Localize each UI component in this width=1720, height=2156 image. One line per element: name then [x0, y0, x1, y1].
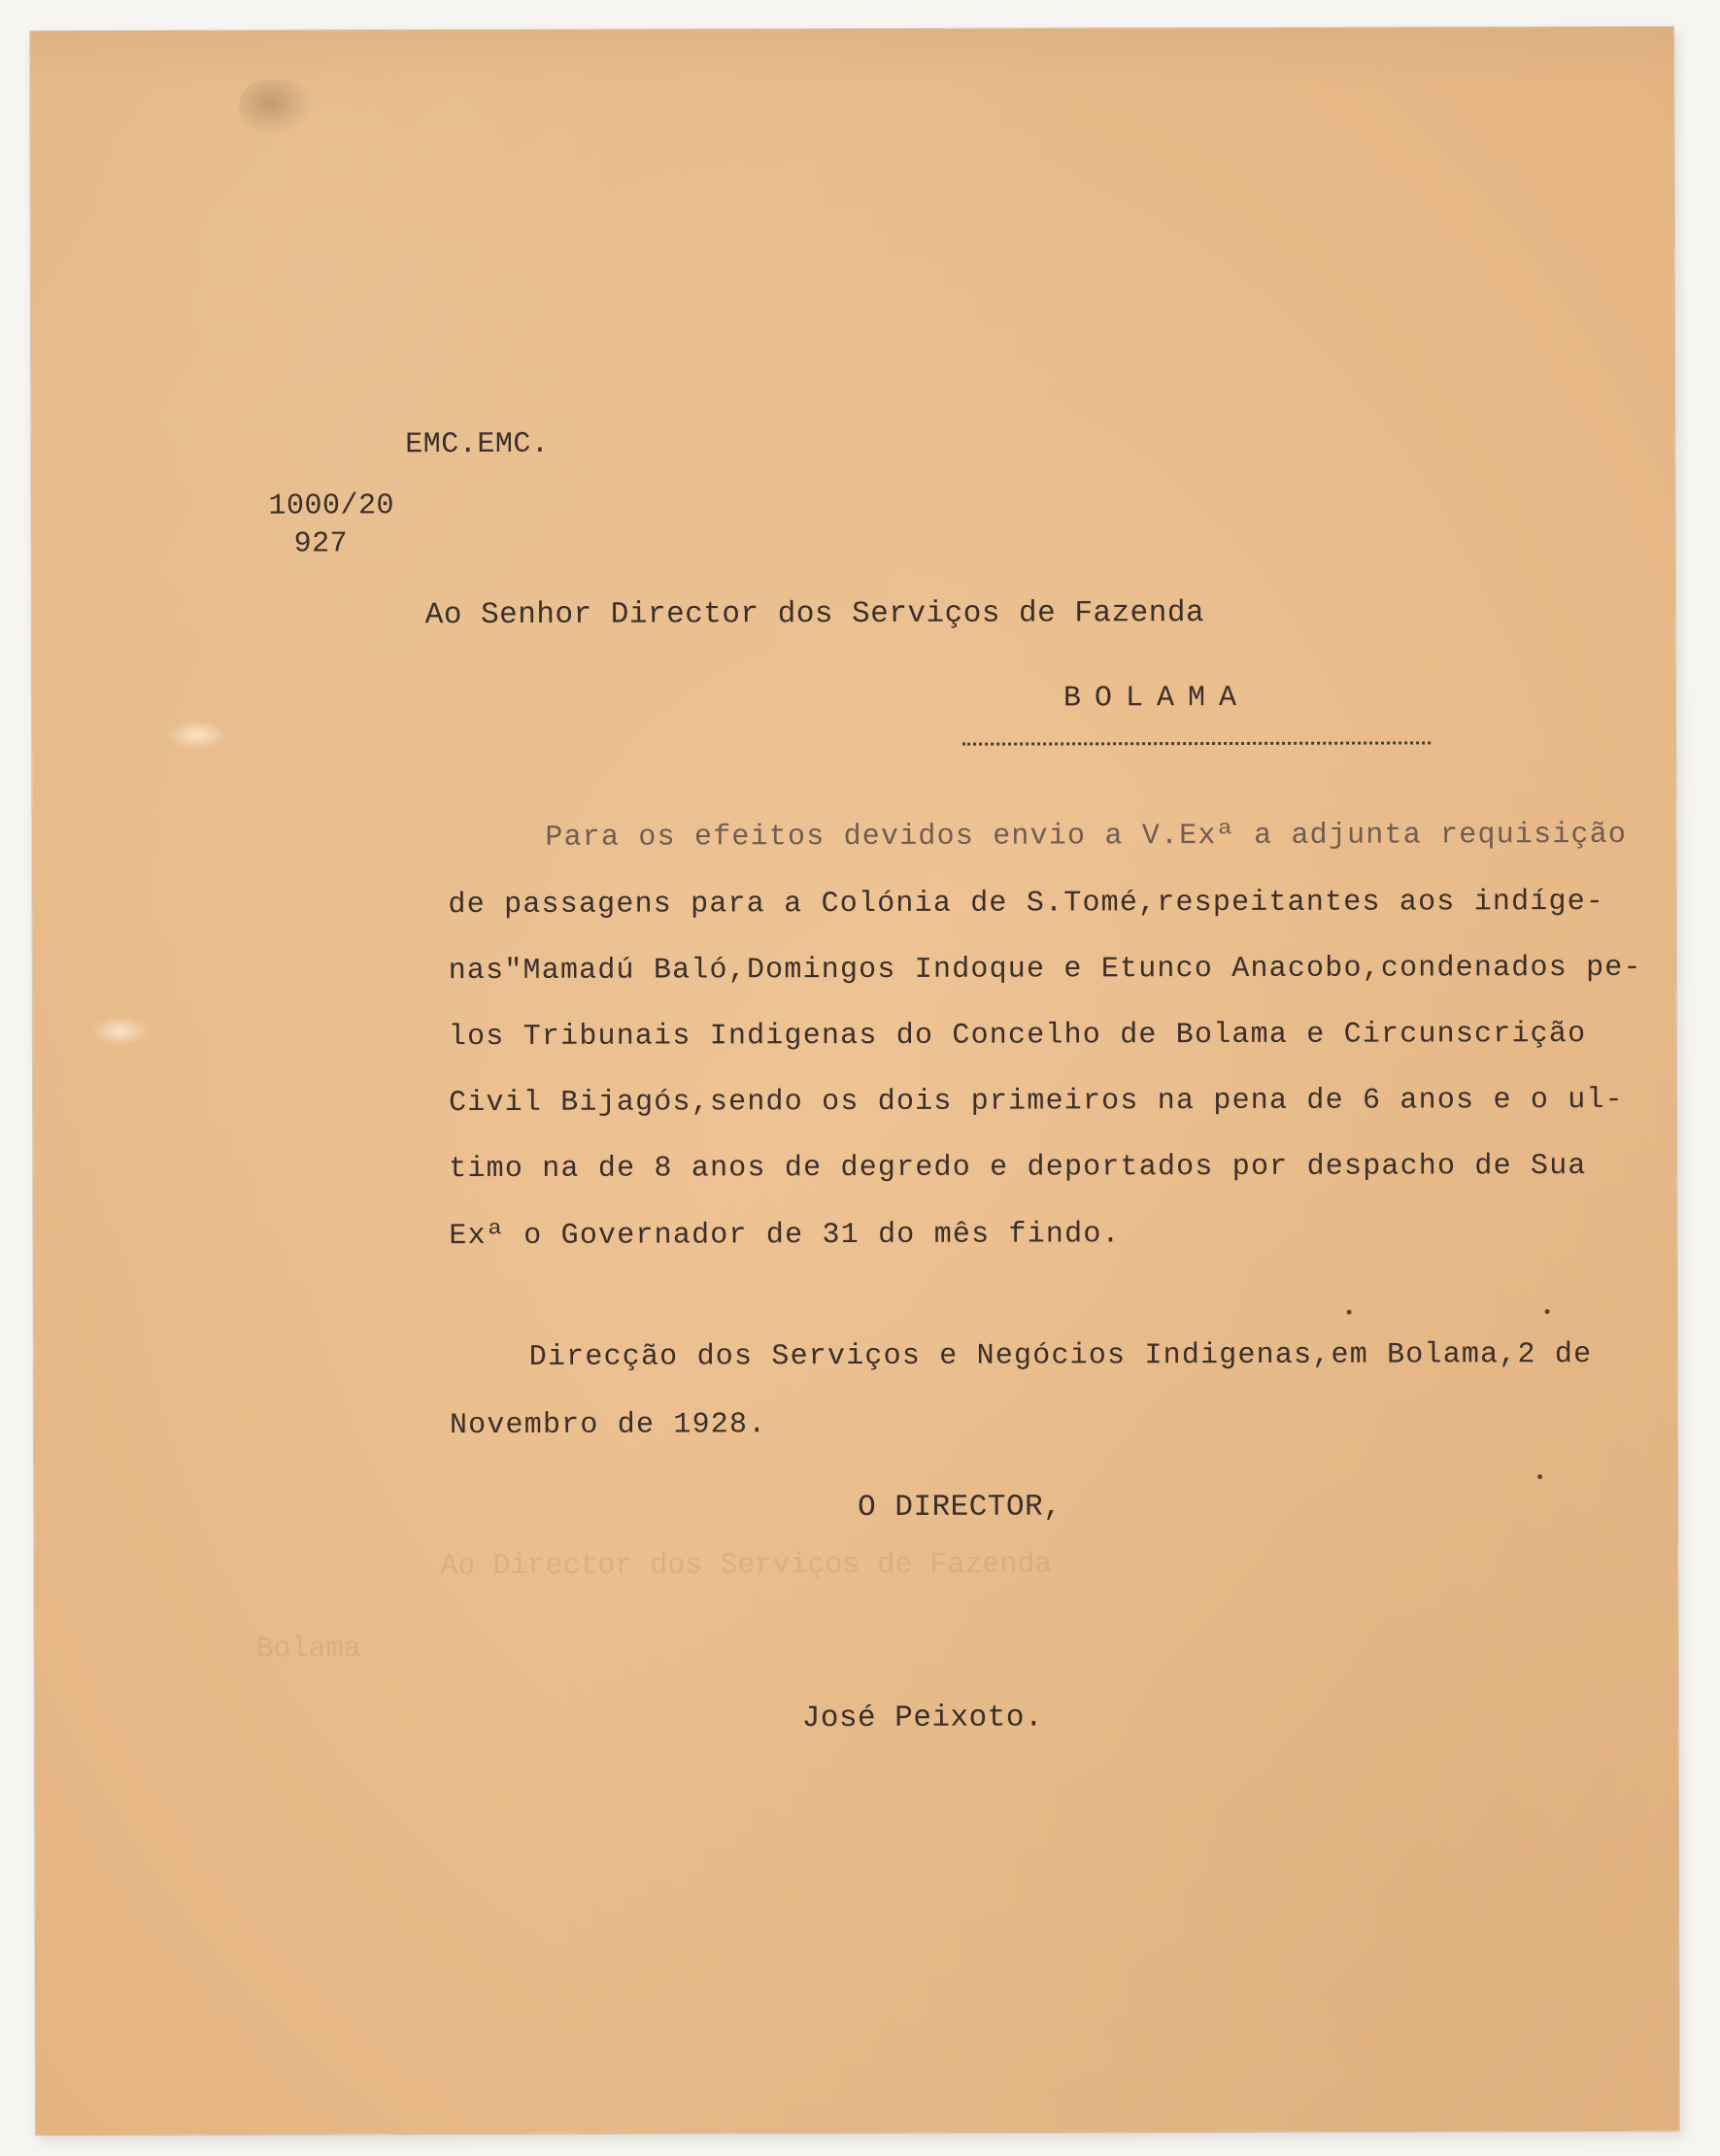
- bleed-through-word: Bolama: [255, 1633, 361, 1667]
- paper-crease: [168, 721, 226, 750]
- body-line: los Tribunais Indigenas do Concelho de Bolama e Circunscrição: [448, 1018, 1587, 1055]
- corner-damage: [239, 79, 317, 137]
- closing-line: Direcção dos Serviços e Negócios Indigenas,em Bolama,2 de: [528, 1338, 1593, 1374]
- letter-sheet: [30, 27, 1679, 2135]
- city-underline: [962, 741, 1431, 745]
- body-line: timo na de 8 anos de degredo e deportados por despacho de Sua: [449, 1150, 1587, 1187]
- ink-speck: [1347, 1310, 1352, 1315]
- addressee-line: Ao Senhor Director dos Serviços de Fazenda: [424, 596, 1205, 633]
- addressee-city: BOLAMA: [1062, 681, 1251, 716]
- bleed-through-line: Ao Director dos Serviços de Fazenda: [440, 1548, 1053, 1584]
- paper-crease: [91, 1017, 150, 1046]
- body-line: de passagens para a Colónia de S.Tomé,respeitantes aos indíge-: [448, 885, 1605, 923]
- ink-speck: [1537, 1474, 1542, 1479]
- signatory-name: José Peixoto.: [801, 1701, 1044, 1736]
- ink-speck: [1545, 1309, 1550, 1314]
- body-line: Exª o Governador de 31 do mês findo.: [449, 1218, 1121, 1254]
- signatory-title: O DIRECTOR,: [858, 1490, 1062, 1525]
- reference-year: 927: [293, 527, 349, 561]
- body-line: nas"Mamadú Baló,Domingos Indoque e Etunco Anacobo,condenados pe-: [448, 951, 1642, 989]
- body-line: Civil Bijagós,sendo os dois primeiros na pena de 6 anos e o ul-: [449, 1083, 1624, 1121]
- closing-line: Novembro de 1928.: [449, 1408, 767, 1443]
- body-line: Para os efeitos devidos envio a V.Exª a adjunta requisição: [545, 818, 1628, 855]
- reference-number: 1000/20: [268, 489, 395, 523]
- reference-code: EMC.EMC.: [405, 427, 550, 462]
